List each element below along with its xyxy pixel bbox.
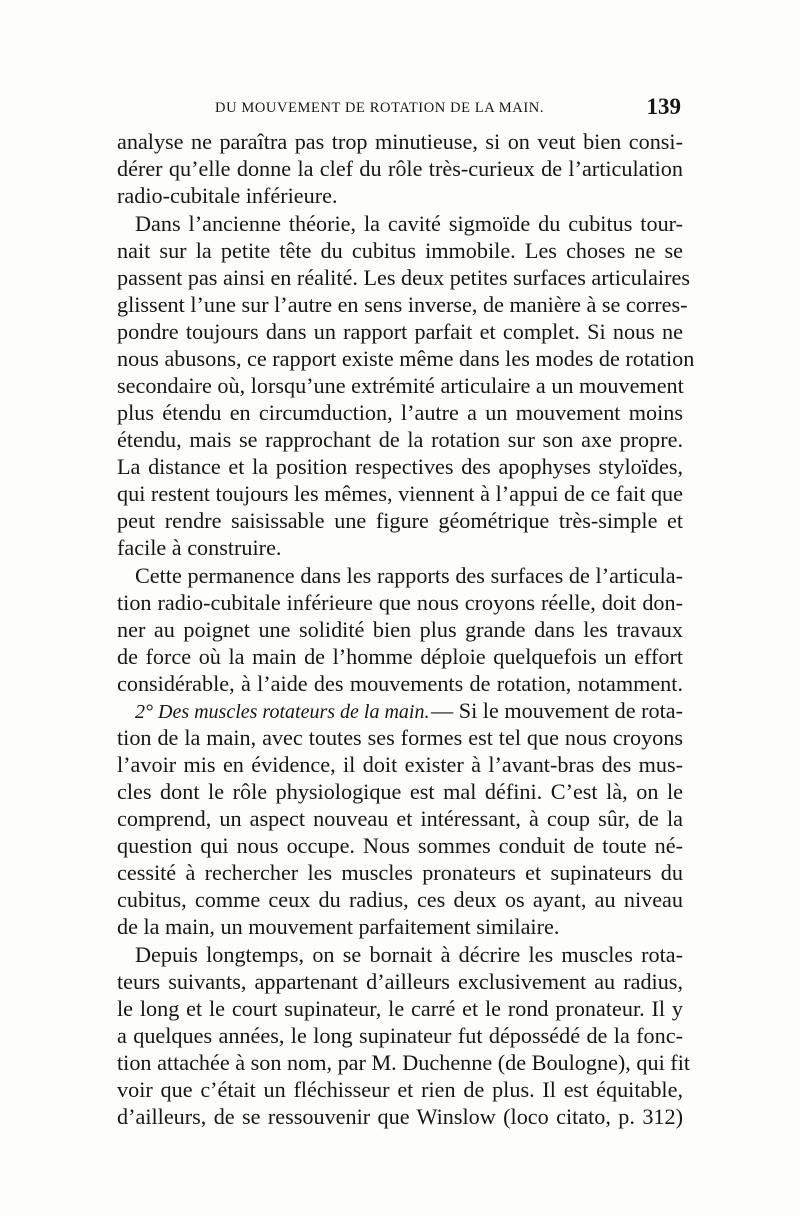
running-title: DU MOUVEMENT DE ROTATION DE LA MAIN. <box>215 100 545 116</box>
text-line: teurs suivants, appartenant d’ailleurs exclusivement au radius, <box>117 969 683 994</box>
text-line: La distance et la position respectives des apophyses styloïdes, <box>117 454 683 479</box>
text-line: nous abusons, ce rapport existe même dans les modes de rotation <box>117 346 695 371</box>
section-heading-line <box>135 697 683 724</box>
text-line: tion radio-cubitale inférieure que nous croyons réelle, doit don- <box>117 590 683 615</box>
text-line: comprend, un aspect nouveau et intéressant, à coup sûr, de la <box>117 806 683 831</box>
text-line: de force où la main de l’homme déploie quelquefois un effort <box>117 644 683 669</box>
text-line: secondaire où, lorsqu’une extrémité articulaire a un mouvement <box>117 373 684 398</box>
text-line: radio-cubitale inférieure. <box>117 183 338 208</box>
paragraph-first-line: Dans l’ancienne théorie, la cavité sigmoïde du cubitus tour- <box>135 211 683 236</box>
text-line: plus étendu en circumduction, l’autre a un mouvement moins <box>117 400 683 425</box>
text-line: glissent l’une sur l’autre en sens inverse, de manière à se corres- <box>117 292 688 317</box>
text-line: pondre toujours dans un rapport parfait et complet. Si nous ne <box>117 319 683 344</box>
text-line: facile à construire. <box>117 535 282 560</box>
text-line: voir que c’était un fléchisseur et rien de plus. Il est équitable, <box>117 1077 683 1102</box>
text-line: nait sur la petite tête du cubitus immobile. Les choses ne se <box>117 238 683 263</box>
text-line: a quelques années, le long supinateur fut dépossédé de la fonc- <box>117 1023 683 1048</box>
text-line: le long et le court supinateur, le carré et le rond pronateur. Il y <box>117 996 683 1021</box>
text-line: qui restent toujours les mêmes, viennent à l’appui de ce fait que <box>117 481 683 506</box>
text-line: de la main, un mouvement parfaitement similaire. <box>117 914 560 939</box>
paragraph-first-line: Cette permanence dans les rapports des surfaces de l’articula- <box>135 563 683 588</box>
text-line-tail: — Si le mouvement de rota- <box>431 698 684 723</box>
text-line: ner au poignet une solidité bien plus grande dans les travaux <box>117 617 683 642</box>
text-line: cubitus, comme ceux du radius, ces deux os ayant, au niveau <box>117 887 683 912</box>
text-line: tion attachée à son nom, par M. Duchenne (de Boulogne), qui fit <box>117 1050 691 1075</box>
text-line: cles dont le rôle physiologique est mal défini. C’est là, on le <box>117 779 683 804</box>
text-line: question qui nous occupe. Nous sommes conduit de toute né- <box>117 833 683 858</box>
text-line: dérer qu’elle donne la clef du rôle très-curieux de l’articulation <box>117 156 683 181</box>
section-heading: 2° Des muscles rotateurs de la main. <box>135 701 430 723</box>
page-header <box>205 96 685 126</box>
page-number: 139 <box>646 94 681 119</box>
text-line: d’ailleurs, de se ressouvenir que Winslow (loco citato, p. 312) <box>117 1104 683 1129</box>
text-line: cessité à rechercher les muscles pronateurs et supinateurs du <box>117 860 683 885</box>
text-line: considérable, à l’aide des mouvements de rotation, notamment. <box>117 671 683 696</box>
text-line: analyse ne paraîtra pas trop minutieuse, si on veut bien consi- <box>117 129 683 154</box>
text-line: l’avoir mis en évidence, il doit exister à l’avant-bras des mus- <box>117 752 683 777</box>
text-line: tion de la main, avec toutes ses formes est tel que nous croyons <box>117 725 683 750</box>
text-line: peut rendre saisissable une figure géométrique très-simple et <box>117 508 683 533</box>
text-line: passent pas ainsi en réalité. Les deux petites surfaces articulaires <box>117 265 690 290</box>
paragraph-first-line: Depuis longtemps, on se bornait à décrire les muscles rota- <box>135 942 683 967</box>
text-line: étendu, mais se rapprochant de la rotation sur son axe propre. <box>117 427 683 452</box>
